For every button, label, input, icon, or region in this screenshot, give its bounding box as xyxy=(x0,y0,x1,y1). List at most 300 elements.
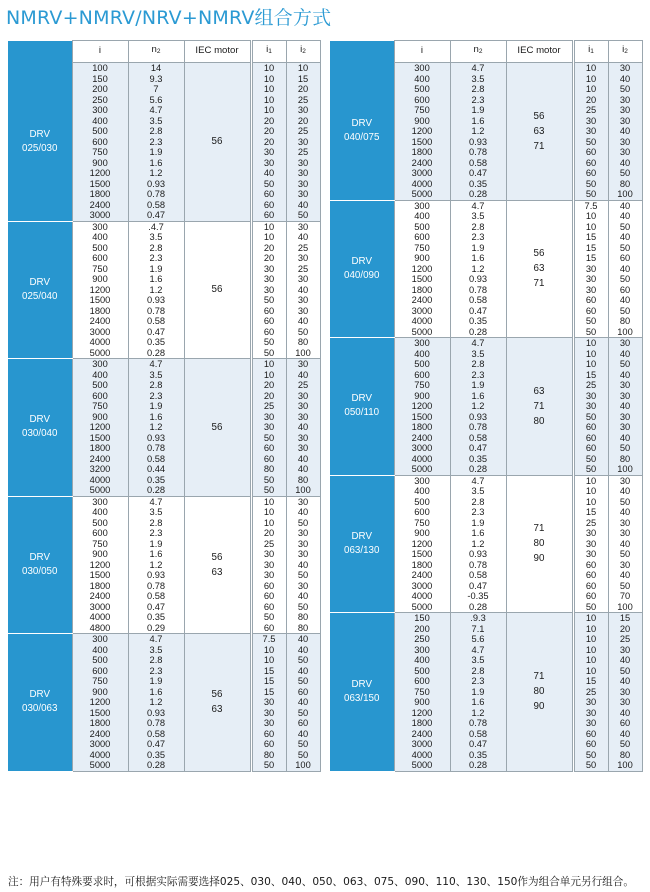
i2-cell: 30 xyxy=(608,116,642,127)
ratio-cell: 750 xyxy=(394,380,450,391)
ratio-cell: 750 xyxy=(72,676,128,687)
i1-cell: 20 xyxy=(252,391,286,402)
i2-cell: 30 xyxy=(286,221,320,232)
header-iec-motor: IEC motor xyxy=(184,41,250,63)
i2-cell: 100 xyxy=(608,189,642,200)
i2-cell: 40 xyxy=(608,507,642,518)
iec-motor-cell: 56 xyxy=(184,359,250,497)
table-row xyxy=(330,475,642,486)
model-group xyxy=(330,613,642,772)
i1-cell: 15 xyxy=(252,676,286,687)
ratio-cell: 900 xyxy=(394,391,450,402)
i1-cell: 10 xyxy=(252,370,286,381)
ratio-cell: 5000 xyxy=(394,602,450,613)
ratio-cell: 600 xyxy=(72,137,128,148)
output-speed-cell: 0.93 xyxy=(128,570,184,581)
model-group xyxy=(8,63,320,222)
ratio-cell: 400 xyxy=(394,655,450,666)
ratio-cell: 900 xyxy=(72,687,128,698)
ratio-cell: 200 xyxy=(72,84,128,95)
i2-cell: 40 xyxy=(608,295,642,306)
ratio-cell: 1200 xyxy=(394,126,450,137)
output-speed-cell: 0.58 xyxy=(128,316,184,327)
i1-cell: 10 xyxy=(252,645,286,656)
i2-cell: 30 xyxy=(608,518,642,529)
output-speed-cell: 1.2 xyxy=(450,264,506,275)
i1-cell: 15 xyxy=(252,666,286,677)
output-speed-cell: 1.9 xyxy=(128,264,184,275)
i2-cell: 40 xyxy=(286,666,320,677)
i1-cell: 15 xyxy=(574,370,608,381)
output-speed-cell: 2.8 xyxy=(128,126,184,137)
i1-cell: 30 xyxy=(574,528,608,539)
footnote: 注：用户有特殊要求时，可根据实际需要选择025、030、040、050、063、075、090、110、130、150作为组合单元另行组合。 xyxy=(8,876,634,888)
output-speed-cell: 3.5 xyxy=(128,370,184,381)
i1-cell: 60 xyxy=(252,210,286,221)
model-group xyxy=(330,63,642,201)
output-speed-cell: 0.78 xyxy=(128,443,184,454)
i2-cell: 50 xyxy=(608,306,642,317)
header-iec-motor: IEC motor xyxy=(506,41,572,63)
output-speed-cell: 0.58 xyxy=(450,158,506,169)
ratio-cell: 750 xyxy=(72,539,128,550)
i2-cell: 40 xyxy=(608,486,642,497)
i1-cell: 30 xyxy=(252,697,286,708)
i2-cell: 30 xyxy=(608,63,642,74)
iec-motor-cell: 56 63 71 xyxy=(506,200,572,338)
i2-cell: 50 xyxy=(608,84,642,95)
ratio-cell: 750 xyxy=(72,401,128,412)
i2-cell: 100 xyxy=(608,327,642,338)
i1-cell: 25 xyxy=(574,380,608,391)
ratio-cell: 600 xyxy=(394,232,450,243)
i1-cell: 60 xyxy=(574,422,608,433)
model-label: DRV 063/150 xyxy=(330,613,394,772)
i2-cell: 40 xyxy=(608,232,642,243)
iec-motor-cell: 56 xyxy=(184,221,250,359)
i2-cell: 30 xyxy=(286,168,320,179)
output-speed-cell: 0.35 xyxy=(450,454,506,465)
i2-cell: 50 xyxy=(286,655,320,666)
right-spec-table xyxy=(330,40,643,772)
table-row xyxy=(330,200,642,211)
output-speed-cell: 1.2 xyxy=(450,401,506,412)
output-speed-cell: 1.9 xyxy=(128,147,184,158)
output-speed-cell: 3.5 xyxy=(128,645,184,656)
output-speed-cell: 0.28 xyxy=(450,602,506,613)
ratio-cell: 750 xyxy=(72,147,128,158)
ratio-cell: 1500 xyxy=(394,549,450,560)
page-title: NMRV+NMRV/NRV+NMRV组合方式 xyxy=(6,7,332,29)
ratio-cell: 2400 xyxy=(72,729,128,740)
i1-cell: 60 xyxy=(574,158,608,169)
output-speed-cell: 4.7 xyxy=(450,645,506,656)
output-speed-cell: 3.5 xyxy=(450,211,506,222)
model-group xyxy=(8,359,320,497)
ratio-cell: 300 xyxy=(72,496,128,507)
i1-cell: 30 xyxy=(252,285,286,296)
i1-cell: 7.5 xyxy=(574,200,608,211)
i2-cell: 80 xyxy=(608,316,642,327)
ratio-cell: 2400 xyxy=(394,729,450,740)
ratio-cell: 300 xyxy=(394,338,450,349)
i2-cell: 25 xyxy=(286,243,320,254)
ratio-cell: 400 xyxy=(72,116,128,127)
i2-cell: 50 xyxy=(286,518,320,529)
i2-cell: 40 xyxy=(286,454,320,465)
output-speed-cell: 0.78 xyxy=(450,285,506,296)
output-speed-cell: 0.35 xyxy=(128,612,184,623)
i2-cell: 40 xyxy=(286,232,320,243)
i1-cell: 30 xyxy=(252,560,286,571)
table-row xyxy=(8,634,320,645)
ratio-cell: 2400 xyxy=(394,295,450,306)
i1-cell: 50 xyxy=(574,750,608,761)
ratio-cell: 500 xyxy=(72,243,128,254)
ratio-cell: 250 xyxy=(394,634,450,645)
i2-cell: 30 xyxy=(286,359,320,370)
i1-cell: 60 xyxy=(574,570,608,581)
output-speed-cell: 0.78 xyxy=(128,306,184,317)
output-speed-cell: 1.9 xyxy=(450,243,506,254)
i2-cell: 30 xyxy=(608,137,642,148)
i2-cell: 40 xyxy=(286,285,320,296)
i1-cell: 50 xyxy=(252,485,286,496)
ratio-cell: 3000 xyxy=(394,443,450,454)
i1-cell: 10 xyxy=(574,63,608,74)
i2-cell: 20 xyxy=(286,116,320,127)
i1-cell: 15 xyxy=(574,676,608,687)
i1-cell: 60 xyxy=(252,581,286,592)
output-speed-cell: 0.35 xyxy=(450,179,506,190)
ratio-cell: 900 xyxy=(72,158,128,169)
i2-cell: 100 xyxy=(608,602,642,613)
i2-cell: 100 xyxy=(608,760,642,771)
i1-cell: 25 xyxy=(574,518,608,529)
output-speed-cell: 0.78 xyxy=(450,560,506,571)
output-speed-cell: 0.93 xyxy=(128,433,184,444)
iec-motor-cell: 56 63 71 xyxy=(506,63,572,201)
i2-cell: 40 xyxy=(286,370,320,381)
i1-cell: 15 xyxy=(574,253,608,264)
i2-cell: 50 xyxy=(608,443,642,454)
ratio-cell: 750 xyxy=(72,264,128,275)
header-i1-sub: 1 xyxy=(590,48,594,56)
i1-cell: 30 xyxy=(574,549,608,560)
ratio-cell: 1800 xyxy=(394,147,450,158)
output-speed-cell: 5.6 xyxy=(128,95,184,106)
output-speed-cell: 0.78 xyxy=(128,718,184,729)
ratio-cell: 1200 xyxy=(394,401,450,412)
i1-cell: 50 xyxy=(574,760,608,771)
output-speed-cell: 0.47 xyxy=(450,168,506,179)
i2-cell: 70 xyxy=(608,591,642,602)
i2-cell: 80 xyxy=(608,179,642,190)
i2-cell: 30 xyxy=(608,380,642,391)
model-group xyxy=(330,338,642,476)
ratio-cell: 600 xyxy=(394,95,450,106)
i2-cell: 25 xyxy=(286,264,320,275)
ratio-cell: 1200 xyxy=(72,697,128,708)
header-blank xyxy=(330,41,394,63)
ratio-cell: 3000 xyxy=(72,602,128,613)
i2-cell: 40 xyxy=(608,570,642,581)
i2-cell: 30 xyxy=(608,105,642,116)
i2-cell: 30 xyxy=(286,189,320,200)
output-speed-cell: 7.1 xyxy=(450,624,506,635)
output-speed-cell: 0.35 xyxy=(128,750,184,761)
header-i2-sub: 2 xyxy=(302,48,306,56)
i1-cell: 60 xyxy=(574,433,608,444)
i2-cell: 60 xyxy=(608,253,642,264)
ratio-cell: 4000 xyxy=(72,612,128,623)
output-speed-cell: 1.2 xyxy=(450,126,506,137)
output-speed-cell: 2.3 xyxy=(128,253,184,264)
i2-cell: 40 xyxy=(286,591,320,602)
i1-cell: 50 xyxy=(574,137,608,148)
iec-motor-cell: 56 63 xyxy=(184,634,250,772)
i1-cell: 60 xyxy=(574,581,608,592)
i1-cell: 15 xyxy=(574,232,608,243)
iec-motor-cell: 56 63 xyxy=(184,496,250,634)
i1-cell: 30 xyxy=(252,570,286,581)
i2-cell: 40 xyxy=(286,634,320,645)
i2-cell: 25 xyxy=(286,95,320,106)
i1-cell: 30 xyxy=(252,549,286,560)
ratio-cell: 1500 xyxy=(72,433,128,444)
ratio-cell: 1200 xyxy=(394,708,450,719)
ratio-cell: 900 xyxy=(394,116,450,127)
output-speed-cell: 0.35 xyxy=(450,316,506,327)
i2-cell: 50 xyxy=(286,708,320,719)
ratio-cell: 5000 xyxy=(394,760,450,771)
ratio-cell: 500 xyxy=(394,222,450,233)
i1-cell: 25 xyxy=(574,687,608,698)
output-speed-cell: 1.2 xyxy=(450,708,506,719)
i2-cell: 80 xyxy=(286,337,320,348)
output-speed-cell: 1.6 xyxy=(128,549,184,560)
ratio-cell: 2400 xyxy=(394,158,450,169)
i1-cell: 50 xyxy=(574,412,608,423)
ratio-cell: 2400 xyxy=(72,591,128,602)
output-speed-cell: 4.7 xyxy=(450,200,506,211)
output-speed-cell: 2.3 xyxy=(450,95,506,106)
output-speed-cell: 1.6 xyxy=(450,697,506,708)
i2-cell: 40 xyxy=(286,316,320,327)
model-label: DRV 030/040 xyxy=(8,359,72,497)
ratio-cell: 750 xyxy=(394,243,450,254)
i2-cell: 30 xyxy=(286,581,320,592)
ratio-cell: 1500 xyxy=(72,570,128,581)
i2-cell: 25 xyxy=(286,147,320,158)
output-speed-cell: 1.2 xyxy=(128,422,184,433)
i1-cell: 25 xyxy=(574,105,608,116)
output-speed-cell: 1.9 xyxy=(450,105,506,116)
i2-cell: 50 xyxy=(286,739,320,750)
output-speed-cell: .4.7 xyxy=(128,221,184,232)
output-speed-cell: 0.47 xyxy=(128,739,184,750)
i1-cell: 15 xyxy=(574,507,608,518)
output-speed-cell: 2.8 xyxy=(128,518,184,529)
i1-cell: 60 xyxy=(252,200,286,211)
i1-cell: 25 xyxy=(252,401,286,412)
i1-cell: 60 xyxy=(252,591,286,602)
ratio-cell: 1800 xyxy=(72,443,128,454)
output-speed-cell: 0.28 xyxy=(450,189,506,200)
i1-cell: 10 xyxy=(252,496,286,507)
output-speed-cell: 2.3 xyxy=(450,676,506,687)
output-speed-cell: 1.2 xyxy=(128,168,184,179)
i2-cell: 100 xyxy=(286,760,320,771)
header-i1-sub: 1 xyxy=(268,48,272,56)
i1-cell: 10 xyxy=(574,475,608,486)
ratio-cell: 1200 xyxy=(394,539,450,550)
ratio-cell: 900 xyxy=(394,697,450,708)
header-n2-sub: 2 xyxy=(156,48,161,56)
output-speed-cell: 3.5 xyxy=(450,655,506,666)
ratio-cell: 4800 xyxy=(72,623,128,634)
i2-cell: 10 xyxy=(286,63,320,74)
ratio-cell: 400 xyxy=(394,211,450,222)
i2-cell: 50 xyxy=(286,570,320,581)
i1-cell: 30 xyxy=(574,708,608,719)
i2-cell: 15 xyxy=(286,74,320,85)
ratio-cell: 500 xyxy=(394,84,450,95)
i1-cell: 15 xyxy=(252,687,286,698)
output-speed-cell: 1.2 xyxy=(128,560,184,571)
i1-cell: 60 xyxy=(252,623,286,634)
ratio-cell: 5000 xyxy=(394,189,450,200)
output-speed-cell: 0.28 xyxy=(128,485,184,496)
ratio-cell: 1200 xyxy=(72,168,128,179)
ratio-cell: 1500 xyxy=(72,179,128,190)
output-speed-cell: 5.6 xyxy=(450,634,506,645)
i1-cell: 30 xyxy=(252,274,286,285)
ratio-cell: 1500 xyxy=(72,295,128,306)
i1-cell: 10 xyxy=(574,655,608,666)
table-row xyxy=(330,63,642,74)
ratio-cell: 900 xyxy=(394,253,450,264)
output-speed-cell: 14 xyxy=(128,63,184,74)
i2-cell: 40 xyxy=(286,560,320,571)
i1-cell: 60 xyxy=(574,739,608,750)
i2-cell: 30 xyxy=(608,391,642,402)
ratio-cell: 600 xyxy=(394,507,450,518)
i2-cell: 40 xyxy=(608,74,642,85)
ratio-cell: 600 xyxy=(72,528,128,539)
i1-cell: 10 xyxy=(574,486,608,497)
ratio-cell: 100 xyxy=(72,63,128,74)
ratio-cell: 2400 xyxy=(72,316,128,327)
i1-cell: 10 xyxy=(574,613,608,624)
ratio-cell: 1800 xyxy=(72,306,128,317)
ratio-cell: 500 xyxy=(72,126,128,137)
i1-cell: 30 xyxy=(574,285,608,296)
model-label: DRV 040/075 xyxy=(330,63,394,201)
i2-cell: 100 xyxy=(608,464,642,475)
i2-cell: 50 xyxy=(608,581,642,592)
output-speed-cell: 0.28 xyxy=(128,760,184,771)
header-n2: $n_2$ xyxy=(450,41,506,63)
model-label: DRV 025/030 xyxy=(8,63,72,222)
i1-cell: 30 xyxy=(574,718,608,729)
i1-cell: 50 xyxy=(574,179,608,190)
i1-cell: 15 xyxy=(574,243,608,254)
i2-cell: 40 xyxy=(286,507,320,518)
i2-cell: 25 xyxy=(286,380,320,391)
i1-cell: 60 xyxy=(252,454,286,465)
ratio-cell: 4000 xyxy=(72,475,128,486)
output-speed-cell: 0.47 xyxy=(450,739,506,750)
i1-cell: 60 xyxy=(574,295,608,306)
ratio-cell: 4000 xyxy=(72,750,128,761)
i2-cell: 30 xyxy=(286,528,320,539)
table-row xyxy=(8,63,320,74)
ratio-cell: 2400 xyxy=(72,200,128,211)
header-ratio: i xyxy=(72,41,128,63)
i2-cell: 30 xyxy=(286,253,320,264)
output-speed-cell: 2.8 xyxy=(450,84,506,95)
i2-cell: 60 xyxy=(286,687,320,698)
i1-cell: 60 xyxy=(252,316,286,327)
i2-cell: 30 xyxy=(286,274,320,285)
ratio-cell: 1500 xyxy=(394,412,450,423)
ratio-cell: 300 xyxy=(72,221,128,232)
i2-cell: 50 xyxy=(608,549,642,560)
i2-cell: 30 xyxy=(286,391,320,402)
i1-cell: 10 xyxy=(252,105,286,116)
output-speed-cell: 0.47 xyxy=(128,327,184,338)
ratio-cell: 600 xyxy=(72,666,128,677)
output-speed-cell: 0.28 xyxy=(450,760,506,771)
i1-cell: 60 xyxy=(574,147,608,158)
i1-cell: 80 xyxy=(252,464,286,475)
model-label: DRV 030/063 xyxy=(8,634,72,772)
header-i2: $i_2$ xyxy=(608,41,642,63)
output-speed-cell: 1.2 xyxy=(128,697,184,708)
model-label: DRV 025/040 xyxy=(8,221,72,359)
output-speed-cell: 0.28 xyxy=(450,464,506,475)
output-speed-cell: 1.6 xyxy=(450,391,506,402)
i2-cell: 80 xyxy=(608,454,642,465)
output-speed-cell: 2.8 xyxy=(128,380,184,391)
i1-cell: 20 xyxy=(252,528,286,539)
i1-cell: 50 xyxy=(574,327,608,338)
i2-cell: 100 xyxy=(286,485,320,496)
i1-cell: 10 xyxy=(252,84,286,95)
output-speed-cell: 3.5 xyxy=(128,507,184,518)
ratio-cell: 3000 xyxy=(72,327,128,338)
ratio-cell: 3000 xyxy=(394,739,450,750)
i2-cell: 40 xyxy=(286,729,320,740)
output-speed-cell: 0.44 xyxy=(128,464,184,475)
header-i1: $i_1$ xyxy=(252,41,286,63)
i1-cell: 10 xyxy=(252,232,286,243)
i2-cell: 30 xyxy=(286,549,320,560)
ratio-cell: 1500 xyxy=(394,274,450,285)
output-speed-cell: 0.58 xyxy=(450,570,506,581)
i2-cell: 50 xyxy=(286,602,320,613)
output-speed-cell: 3.5 xyxy=(128,232,184,243)
i2-cell: 50 xyxy=(286,327,320,338)
output-speed-cell: 0.35 xyxy=(128,475,184,486)
output-speed-cell: 0.58 xyxy=(128,200,184,211)
ratio-cell: 900 xyxy=(72,274,128,285)
i1-cell: 10 xyxy=(574,359,608,370)
i2-cell: 80 xyxy=(608,750,642,761)
ratio-cell: 400 xyxy=(72,370,128,381)
ratio-cell: 3000 xyxy=(394,306,450,317)
